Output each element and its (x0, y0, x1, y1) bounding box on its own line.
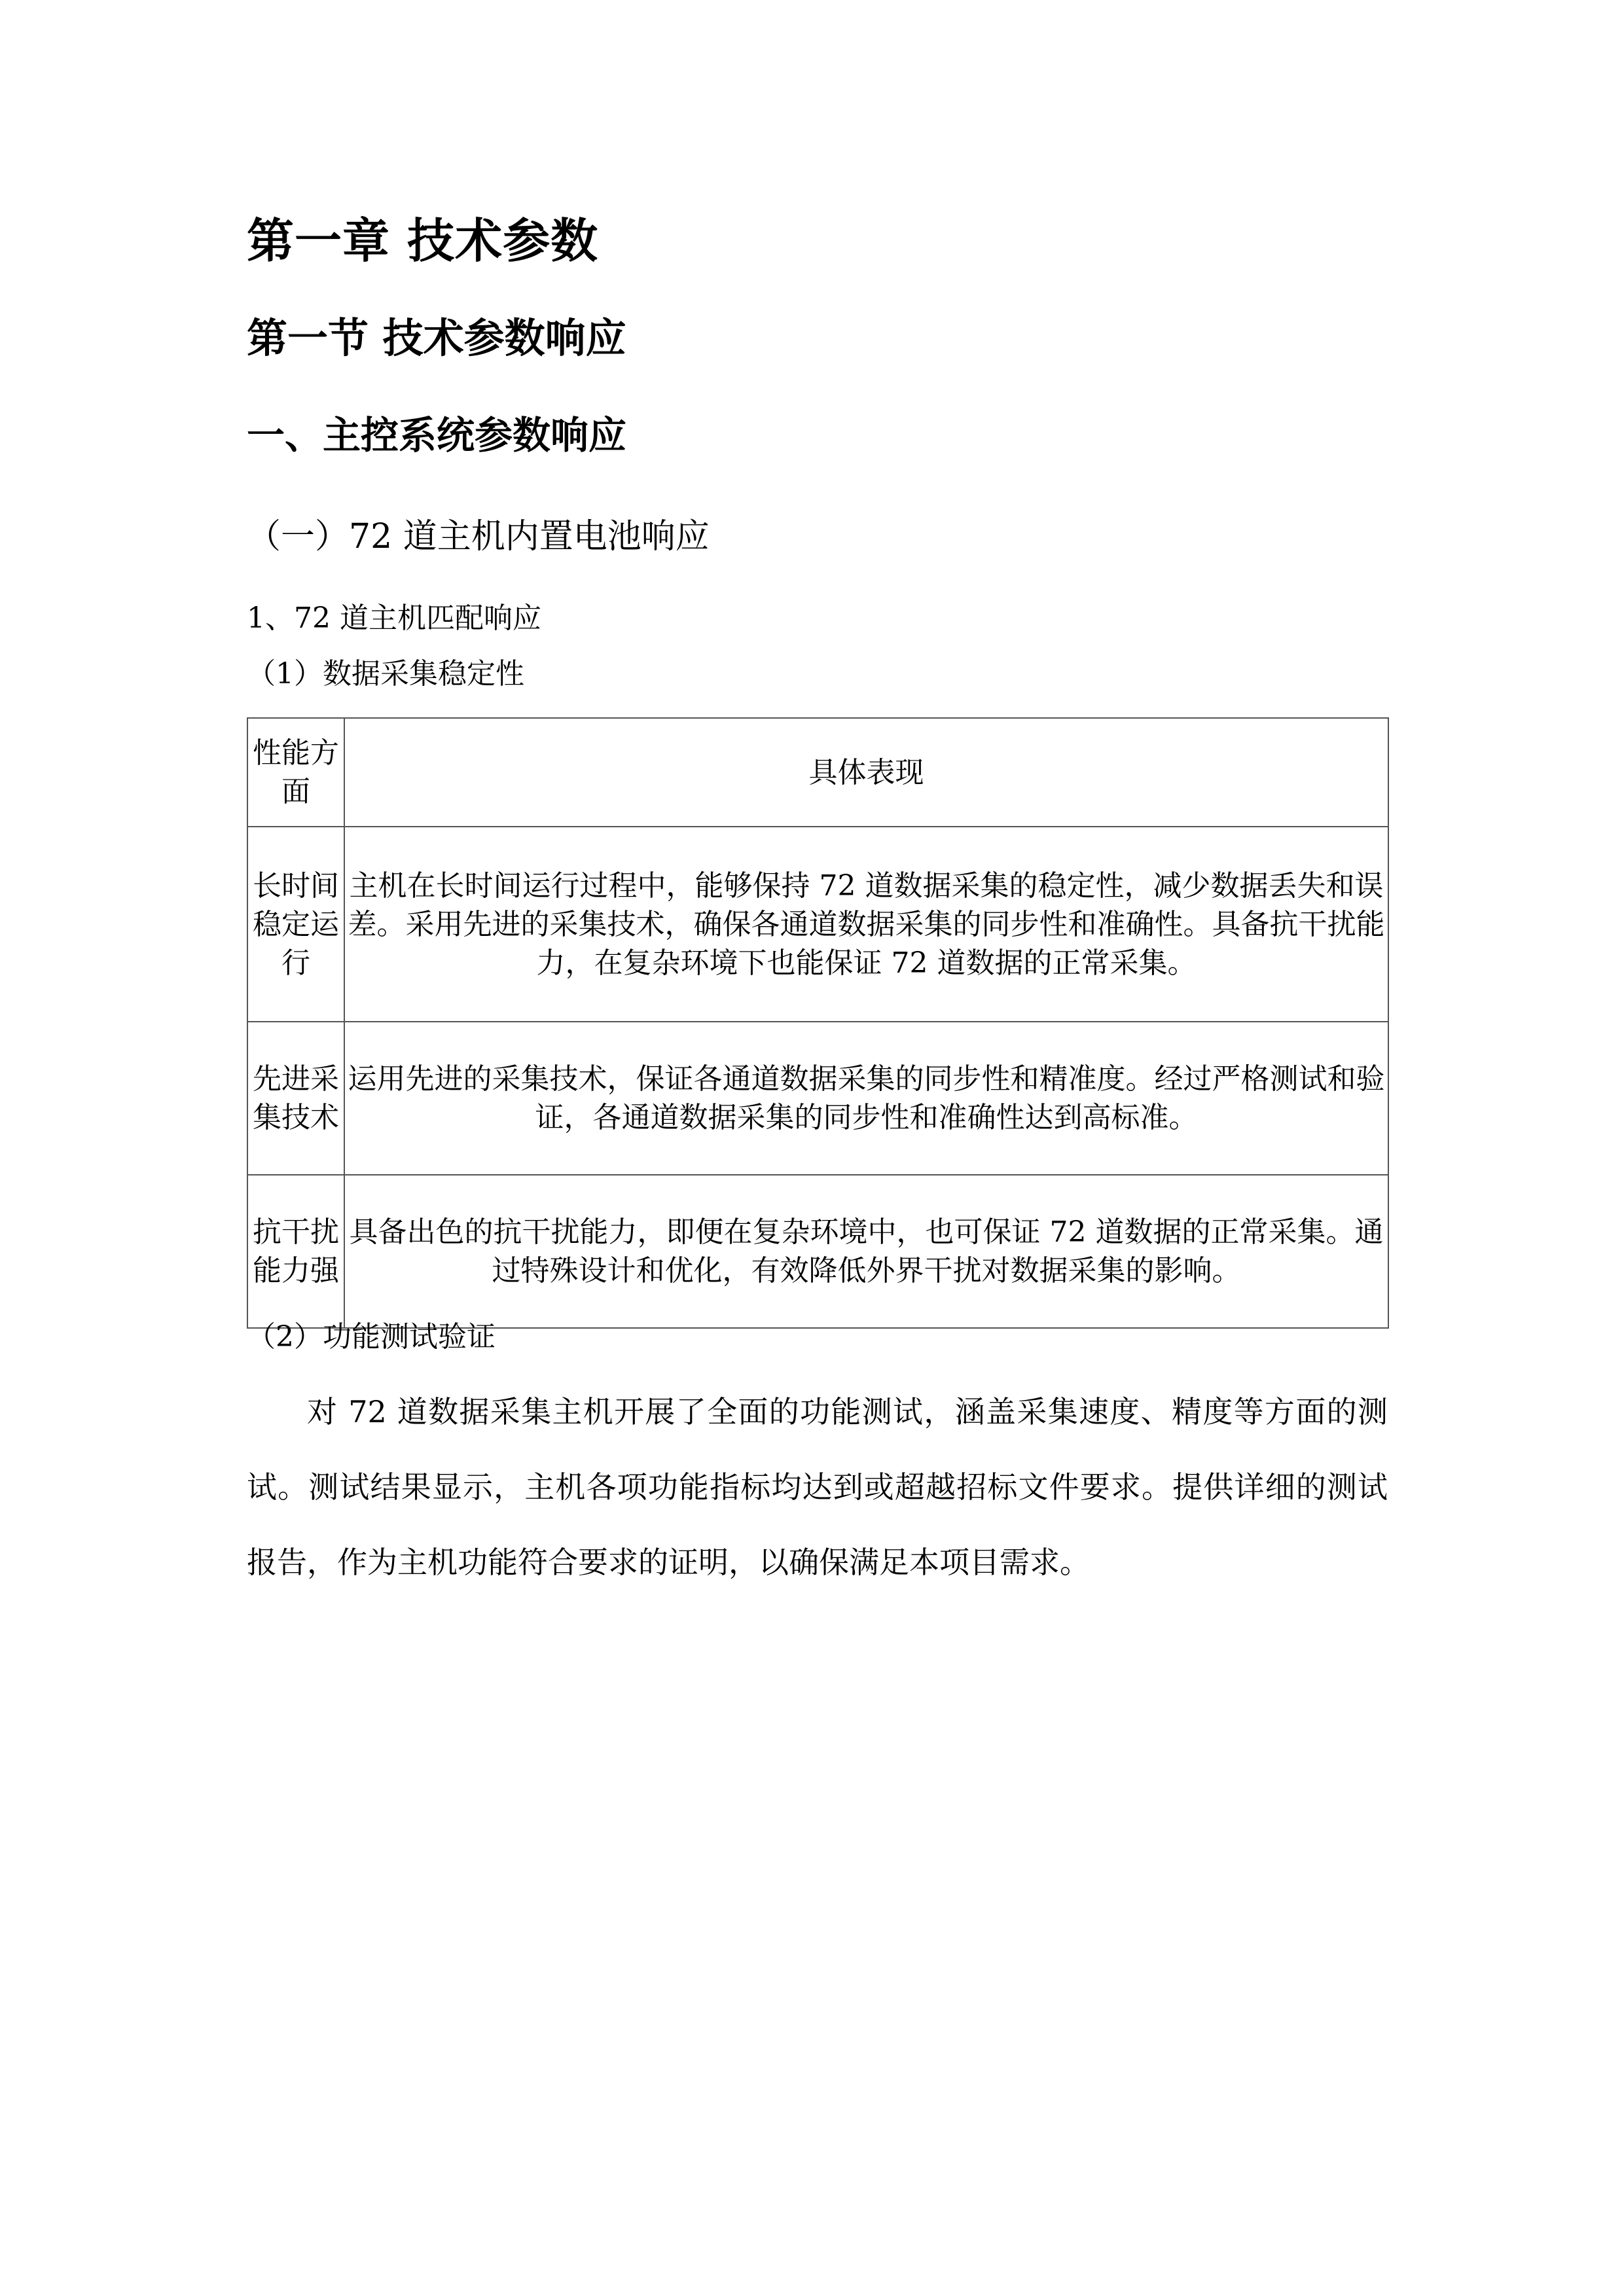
table-row (247, 1022, 1388, 1175)
table-cell-detail: 运用先进的采集技术，保证各通道数据采集的同步性和精准度。经过严格测试和验证，各通道数据采集的同步性和准确性达到高标准。 (344, 1022, 1388, 1175)
table-header-aspect: 性能方面 (247, 718, 344, 827)
table-row (247, 827, 1388, 1022)
body-paragraph: 对 72 道数据采集主机开展了全面的功能测试，涵盖采集速度、精度等方面的测试。测试结果显示，主机各项功能指标均达到或超越招标文件要求。提供详细的测试报告，作为主机功能符合要求的证明，以确保满足本项目需求。 (247, 1394, 1388, 1580)
subsection-title: 一、主控系统参数响应 (247, 413, 627, 457)
table-cell-detail: 主机在长时间运行过程中，能够保持 72 道数据采集的稳定性，减少数据丢失和误差。采用先进的采集技术，确保各通道数据采集的同步性和准确性。具备抗干扰能力，在复杂环境下也能保证 72 道数据的正常采集。 (344, 827, 1388, 1022)
table-cell-aspect: 长时间稳定运行 (247, 827, 344, 1022)
performance-table (247, 717, 1389, 1329)
sub-point-heading: （1）数据采集稳定性 (247, 657, 524, 691)
table-row (247, 1175, 1388, 1328)
sub-point-heading: （2）功能测试验证 (247, 1320, 496, 1354)
chapter-title: 第一章 技术参数 (247, 213, 599, 268)
section-title: 第一节 技术参数响应 (247, 314, 626, 362)
table-cell-aspect: 抗干扰能力强 (247, 1175, 344, 1328)
table-cell-aspect: 先进采集技术 (247, 1022, 344, 1175)
table-cell-detail: 具备出色的抗干扰能力，即便在复杂环境中，也可保证 72 道数据的正常采集。通过特殊设计和优化，有效降低外界干扰对数据采集的影响。 (344, 1175, 1388, 1328)
item-title: （一）72 道主机内置电池响应 (247, 517, 710, 556)
table-header-detail: 具体表现 (344, 718, 1388, 827)
table-header-row (247, 718, 1388, 827)
point-heading: 1、72 道主机匹配响应 (247, 601, 541, 635)
